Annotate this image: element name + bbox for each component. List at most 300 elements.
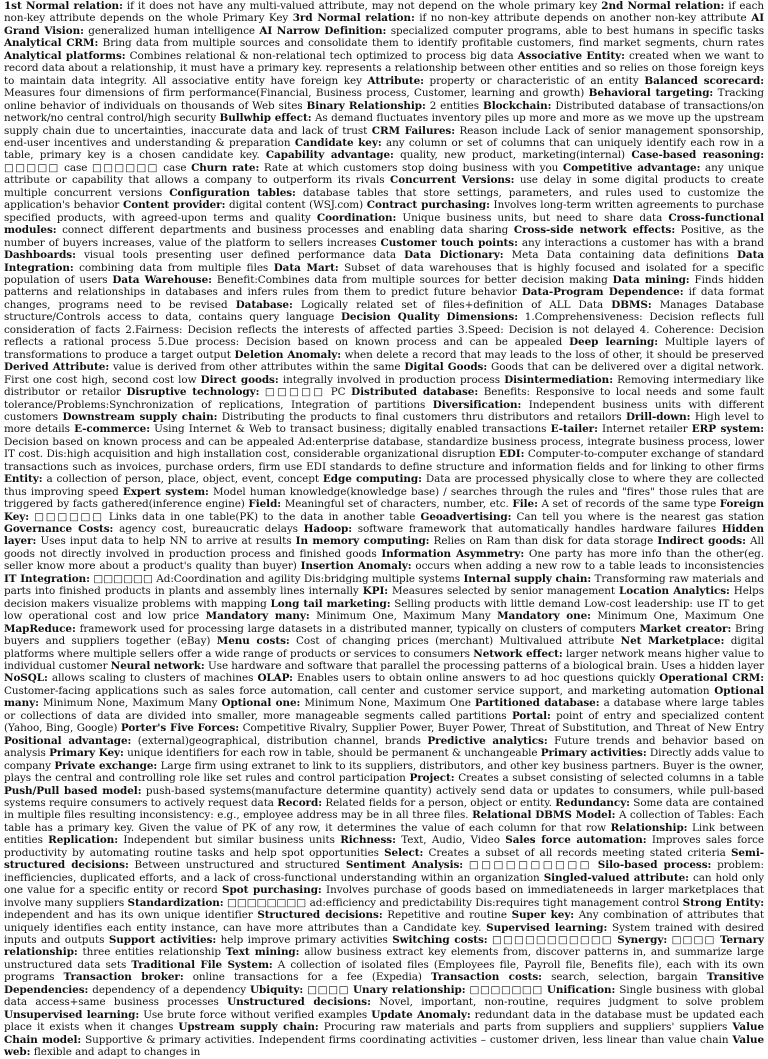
glossary-definition: Between unstructured and structured — [134, 859, 341, 872]
glossary-definition: when delete a record that may leads to the loss of other, it should be preserved — [344, 348, 765, 361]
glossary-term: Traditional File System : — [131, 959, 272, 971]
glossary-entry — [349, 984, 543, 996]
glossary-definition: Link between entities — [4, 821, 765, 847]
glossary-definition: allow business extract key elements from, discover patterns in, and summarize large unstructured data sets — [4, 946, 765, 971]
glossary-definition: property or characteristic of an entity — [429, 74, 639, 87]
glossary-definition: database tables that store settings, parameters, and rules used to customize the application's behavior — [4, 186, 764, 212]
glossary-definition: help improve primary activities — [220, 933, 388, 946]
glossary-term: IT Integration : — [4, 573, 90, 585]
glossary-definition: Cost of changing prices (merchant) Multivalued attribute — [296, 635, 615, 648]
glossary-entry — [4, 523, 298, 535]
glossary-term: CRM Failures : — [372, 125, 455, 137]
glossary-term: Strong Entity : — [683, 897, 764, 909]
glossary-term: Upstream supply chain : — [178, 1021, 318, 1033]
glossary-definition: any interactions a customer has with a brand — [521, 236, 764, 249]
glossary-definition: □□□□ — [671, 933, 716, 946]
glossary-entry — [199, 610, 490, 622]
glossary-term: Blockchain : — [483, 100, 551, 112]
glossary-entry — [4, 573, 460, 585]
glossary-definition: Combines relational & non-relational tech optimized to process big data — [129, 49, 514, 62]
glossary-definition: Distributing the products to final customers thru distributors and retailors — [221, 410, 622, 423]
glossary-definition: Single business with global data access+same business processes — [4, 983, 764, 1009]
glossary-term: Structured decisions : — [257, 909, 382, 921]
glossary-entry — [260, 149, 625, 161]
glossary-term: 3rd Normal relation : — [293, 12, 415, 24]
glossary-definition: □□□□□ PC — [264, 386, 346, 399]
glossary-entry — [186, 162, 558, 174]
glossary-definition: Subset of data warehouses that is highly focused and isolated for a specific population of users — [4, 261, 764, 286]
glossary-definition: quality, new product, marketing(internal) — [400, 149, 626, 162]
glossary-definition: Internet retailer — [602, 423, 688, 436]
glossary-definition: Supportive & primary activities. Independent firms coordinating activities – customer driven, less linear than value chain — [85, 1033, 729, 1046]
glossary-definition: Competitive Rivalry, Supplier Power, Buyer Power, Threat of Substitution, and Threat of New Entry — [242, 722, 765, 735]
glossary-definition: Transforming raw materials and parts into finished products in plants and assembly lines internally — [4, 572, 764, 598]
glossary-term: Unification : — [547, 984, 615, 996]
glossary-term: Richness : — [340, 834, 396, 846]
glossary-definition: Model human knowledge(knowledge base) / searches through the rules and "fires" those rules that are triggered by facts gathered(inference engine) — [4, 485, 764, 511]
glossary-term: Direct goods : — [201, 374, 279, 386]
glossary-term: Distributed database : — [351, 386, 478, 398]
glossary-term: Select : — [384, 847, 423, 859]
glossary-term: Downstream supply chain : — [62, 411, 217, 423]
glossary-definition: Computer-to-computer exchange of standard transactions such as invoices, purchase orders, firm use EDI standards to define structure and information fields and for linking to other firms — [4, 448, 765, 473]
glossary-term: Ubiquity : — [250, 984, 303, 996]
glossary-entry — [546, 423, 687, 435]
glossary-entry — [108, 274, 608, 286]
glossary-definition: flexible and adapt to changes in — [33, 1046, 201, 1059]
glossary-definition: Directly adds value to company — [4, 747, 765, 772]
glossary-entry — [340, 859, 592, 871]
glossary-entry — [288, 12, 746, 24]
glossary-definition: Decision based on known process and can be appealed Ad:enterprise database, standardize business process, integrate business process, lower IT cost. Dis:high acquisition and high installation cost, considerable organizational disruption — [4, 435, 764, 461]
glossary-term: Relational DBMS Model : — [472, 809, 615, 821]
glossary-term: Bullwhip effect : — [220, 112, 312, 124]
glossary-definition: □□□□□ case □□□□□□ case — [4, 161, 187, 174]
glossary-definition: Unique business units, but need to share data — [402, 211, 663, 224]
glossary-term: ERP system : — [692, 423, 764, 435]
glossary-term: Customer touch points : — [381, 237, 518, 249]
glossary-definition: As demand fluctuates inventory piles up more and more as we move up the upstream supply chain due to uncertainties, inaccurate data and lack of trust — [4, 112, 765, 137]
glossary-definition: software framework that automatically handles hardware failures — [357, 523, 717, 536]
glossary-entry — [4, 0, 597, 12]
glossary-entry — [422, 971, 698, 983]
glossary-entry — [46, 747, 538, 759]
glossary-entry — [303, 100, 479, 112]
glossary-definition: Text, Audio, Video — [401, 834, 500, 847]
glossary-term: Redundancy : — [555, 797, 630, 809]
glossary-definition: dependency of a dependency — [92, 983, 247, 996]
glossary-term: Balanced scorecard : — [644, 75, 764, 87]
glossary-term: Derived Attribute : — [4, 361, 109, 373]
glossary-term: Capability advantage : — [266, 149, 394, 161]
glossary-term: Information Asymmetry : — [381, 548, 524, 560]
glossary-definition: Manages Database structure/Controls access to data, contains query language — [4, 298, 764, 324]
glossary-term: Record : — [277, 797, 322, 809]
glossary-term: Insertion Anomaly : — [301, 560, 412, 572]
glossary-definition: specialized computer programs, able to best humans in specific tasks — [390, 24, 765, 37]
glossary-definition: Minimum One, Maximum One — [597, 610, 764, 623]
glossary-term: AI Narrow Definition : — [259, 25, 386, 37]
glossary-definition: any unique attribute or capability that allows a company to outperform its rivals — [4, 161, 764, 187]
glossary-term: Ternary relationship : — [4, 934, 764, 958]
glossary-term: Cross-functional modules : — [4, 212, 764, 236]
glossary-term: Unary relationship : — [353, 984, 466, 996]
glossary-entry — [335, 834, 500, 846]
glossary-entry — [4, 361, 401, 373]
glossary-definition: online transactions for a fee (Expedia) — [192, 971, 422, 984]
glossary-term: Sales force automation : — [505, 834, 646, 846]
glossary-definition: Meaningful set of characters, number, etc. — [284, 498, 509, 511]
glossary-term: Data mining : — [613, 274, 690, 286]
glossary-term: Transitive Dependencies : — [4, 971, 764, 995]
glossary-term: Entity : — [4, 473, 42, 485]
glossary-entry — [4, 473, 319, 485]
glossary-entry — [253, 909, 507, 921]
glossary-definition: framework used for processing large datasets in a distributed manner, typically on clusters of computers — [79, 622, 636, 635]
glossary-term: E-commerce : — [74, 423, 150, 435]
glossary-definition: if it does not have any multi-valued attribute, may not depend on the whole primary key — [126, 0, 598, 12]
glossary-definition: Benefit:Combines data from multiple sources for better decision making — [216, 273, 608, 286]
glossary-definition: A set of records of the same type — [541, 498, 717, 511]
glossary-term: Field : — [248, 498, 281, 510]
glossary-term: Coordination : — [317, 212, 396, 224]
glossary-entry — [298, 523, 716, 535]
glossary-definition: Helps decision makers visualize problems with mapping — [4, 585, 764, 610]
glossary-definition: connect different departments and business processes and enabling data sharing — [62, 224, 509, 237]
glossary-definition: Relies on Ram than disk for data storage — [433, 535, 654, 548]
glossary-term: Net Marketplace : — [621, 635, 725, 647]
glossary-term: File : — [512, 498, 537, 510]
glossary-term: 1st Normal relation : — [4, 0, 123, 12]
glossary-term: Case-based reasoning : — [631, 149, 764, 161]
glossary-definition: □□□□ — [307, 983, 350, 996]
glossary-term: Edge computing : — [323, 473, 422, 485]
glossary-definition: 2 entities — [429, 99, 480, 112]
glossary-term: Foreign Key : — [4, 498, 764, 522]
glossary-term: Data-Program Dependence : — [522, 286, 684, 298]
glossary-entry — [379, 847, 726, 859]
glossary-definition: Large firm using extranet to link to its suppliers, distributors, and other key business partners. Buyer is the owner, plays the central and controlling role like set rules and control participation — [4, 759, 764, 785]
glossary-entry — [388, 934, 613, 946]
glossary-entry — [274, 797, 552, 809]
glossary-term: Update Anomaly : — [371, 1009, 470, 1021]
glossary-term: Concurrent Versions : — [390, 174, 514, 186]
glossary-definition: digital platforms where multiple sellers offer a wide range of products or services to consumers — [4, 635, 764, 660]
glossary-term: Replication : — [48, 834, 118, 846]
glossary-definition: push-based systems(manufacture determine quantity) actively send data or updates to consumers, while pull-based systems require consumers to actively request data — [4, 784, 765, 809]
glossary-definition: Distributed database of transactions/on network/no central control/high security — [4, 99, 765, 125]
glossary-term: Binary Relationship : — [307, 100, 426, 112]
glossary-term: Expert system : — [123, 486, 209, 498]
glossary-definition: if no non-key attribute depends on another non-key attribute — [419, 12, 747, 25]
glossary-term: Semi-structured decisions : — [4, 847, 764, 871]
glossary-definition: Use brute force without verified examples — [143, 1008, 368, 1021]
glossary-term: Disintermediation : — [504, 374, 613, 386]
glossary-definition: problem: inefficiencies, duplicated efforts, and a lack of cross-functional understanding within an organization — [4, 859, 764, 884]
glossary-definition: larger network means higher value to individual customer — [4, 647, 764, 673]
glossary-term: Silo-based process : — [598, 859, 712, 871]
glossary-term: Text mining : — [226, 946, 300, 958]
glossary-definition: generalized human intelligence — [88, 24, 255, 37]
glossary-entry — [43, 834, 335, 846]
glossary-term: Hidden layer : — [4, 523, 764, 547]
glossary-entry — [173, 1021, 727, 1033]
glossary-entry — [613, 934, 716, 946]
glossary-definition: □□□□□□□□□□□ — [492, 933, 613, 946]
glossary-entry — [228, 299, 604, 311]
glossary-definition: Some data are contained in multiple files resulting inconsistency: e.g., employee address may be in all three files. — [4, 797, 764, 822]
glossary-term: Data Dictionary : — [404, 249, 503, 261]
glossary-definition: occurs when adding a new row to a table leads to inconsistencies — [415, 560, 764, 573]
glossary-entry — [124, 897, 679, 909]
glossary-definition: Minimum One, Maximum Many — [316, 610, 491, 623]
glossary-term: Unstructured decisions : — [227, 996, 371, 1008]
glossary-definition: Bring buyers and suppliers together (eBay) — [4, 622, 765, 648]
glossary-term: Cross-side network effects : — [514, 224, 675, 236]
glossary-definition: a database where large tables or collections of data are divided into smaller, more manageable segments called partitions — [4, 697, 764, 722]
glossary-term: Primary Key : — [49, 747, 124, 759]
glossary-term: Hadoop : — [304, 523, 352, 535]
glossary-entry — [245, 498, 509, 510]
glossary-entry — [4, 1009, 367, 1021]
glossary-definition: value is derived from other attributes within the same — [112, 361, 401, 374]
glossary-entry — [406, 772, 764, 784]
glossary-definition: Finds hidden patterns and relationships in databases and infers rules from them to predict future behavior — [4, 273, 765, 299]
glossary-definition: Future trends and behavior based on analysis — [4, 734, 764, 760]
glossary-entry — [217, 697, 470, 709]
glossary-definition: agency cost, bureaucratic delays — [119, 523, 298, 536]
glossary-definition: Goods that can be delivered over a digital network. First one cost high, second cost low — [4, 361, 764, 386]
glossary-definition: Independent business units with different customers — [4, 398, 765, 423]
glossary-entry — [121, 386, 346, 398]
glossary-term: Attribute : — [368, 75, 424, 87]
glossary-definition: Meta Data containing data definitions — [511, 249, 729, 262]
glossary-definition: Related fields for a person, object or entity. — [325, 797, 552, 809]
glossary-term: Geoadvertising : — [421, 511, 512, 523]
glossary-term: Switching costs : — [392, 934, 487, 946]
glossary-definition: a collection of person, place, object, event, concept — [46, 473, 319, 486]
glossary-term: Porter's Five Forces : — [121, 722, 239, 734]
glossary-term: Positional advantage : — [4, 735, 131, 747]
glossary-definition: Data are processed physically close to where they are collected thus improving speed — [4, 473, 765, 498]
glossary-definition: search, selection, bargain — [551, 971, 698, 984]
glossary-term: Transaction broker : — [64, 971, 184, 983]
glossary-definition: Involves long-term written agreements to purchase specified products, with agreed-upon terms and quality — [4, 199, 765, 224]
glossary-term: Portal : — [512, 710, 551, 722]
glossary-entry — [4, 735, 421, 747]
glossary-definition: Tracking online behavior of individuals on thousands of Web sites — [4, 87, 764, 112]
glossary-definition: Independent but similar business units — [123, 834, 335, 847]
glossary-definition: (external)geographical, distribution channel, brands — [137, 734, 421, 747]
glossary-definition: 1.Comprehensiveness: Decision reflects full consideration of facts 2.Fairness: Decision reflects the interests of affected parties 3.Speed: Decision is not delayed 4. Coherence: Decision reflects a rational process 5.Due process: Decision based on known process and can be appealed — [4, 311, 764, 349]
glossary-definition: □□□□□□ Links data in one table(PK) to the data in another table — [34, 510, 416, 523]
glossary-definition: High level to more details — [4, 410, 764, 436]
glossary-term: Candidate key : — [295, 137, 382, 149]
glossary-entry — [509, 498, 716, 510]
glossary-definition: Using Internet & Web to transact business; digitally enabled transactions — [154, 423, 547, 436]
glossary-entry — [362, 75, 639, 87]
glossary-term: Data Integration : — [4, 249, 764, 273]
glossary-term: Support activities : — [109, 934, 216, 946]
glossary-definition: Customer-facing applications such as sales force automation, call center and customer service support, and marketing automation — [4, 684, 710, 697]
glossary-term: Diversification : — [433, 399, 521, 411]
glossary-definition: Can tell you where is the nearest gas station — [516, 510, 765, 523]
glossary-term: Super key : — [512, 909, 575, 921]
glossary-term: Singled-valued attribute : — [544, 872, 689, 884]
glossary-entry — [4, 672, 253, 684]
glossary-definition: Measures four dimensions of firm performance(Financial, Business process, Customer, learning and growth) — [4, 87, 585, 100]
glossary-definition: any column or set of columns that can uniquely identify each row in a table, primary key is a chosen candidate key. — [4, 136, 764, 162]
glossary-term: Digital Goods : — [404, 361, 487, 373]
glossary-term: In memory computing : — [296, 535, 430, 547]
glossary-definition: Logically related set of files+definition of ALL Data — [300, 298, 604, 311]
glossary-definition: Selling products with little demand Low-cost leadership: use IT to get low operational cost and low price — [4, 597, 764, 623]
glossary-term: Disruptive technology : — [126, 386, 259, 398]
glossary-entry — [107, 660, 764, 672]
glossary-definition: use delay in some digital products to create multiple concurrent versions — [4, 174, 765, 199]
glossary-definition: Benefits: Responsive to local needs and some fault tolerance/Problems:Synchronization of replications, Integration of partitions — [4, 386, 764, 411]
glossary-definition: □□□□□□□□□□ — [468, 859, 592, 872]
glossary-entry — [4, 623, 636, 635]
glossary-term: MapReduce : — [4, 623, 76, 635]
glossary-definition: Use hardware and software that parallel the processing patterns of a biological brain. Uses a hidden layer — [207, 660, 765, 673]
glossary-definition: All goods not directly involved in production process and finished goods — [4, 535, 765, 560]
glossary-term: NoSQL : — [4, 672, 48, 684]
glossary-definition: A collection of isolated files (Employees file, Payroll file, Benefits file), each with its own programs — [4, 958, 764, 984]
glossary-definition: Improves sales force productivity by automating routine tasks and help spot opportunities — [4, 834, 764, 859]
glossary-definition: Positive, as the number of buyers increases, value of the platform to sellers increases — [4, 224, 764, 249]
glossary-entry — [54, 971, 421, 983]
glossary-entry — [4, 37, 764, 49]
glossary-definition: redundant data in the database must be updated each place it exists when it changes — [4, 1008, 765, 1034]
glossary-term: Churn rate : — [191, 162, 259, 174]
glossary-term: Data Warehouse : — [112, 274, 212, 286]
glossary-entry — [210, 635, 614, 647]
glossary-term: Value web : — [4, 1034, 764, 1058]
glossary-entry — [255, 25, 764, 37]
glossary-entry — [4, 50, 514, 62]
glossary-term: Configuration tables : — [169, 187, 296, 199]
glossary-entry — [292, 535, 654, 547]
glossary-term: Standardization : — [128, 897, 224, 909]
glossary-definition: Uses input data to help NN to arrive at results — [40, 535, 292, 548]
glossary-definition: point of entry and specialized content (Yahoo, Bing, Google) — [4, 709, 764, 735]
glossary-definition: Minimum None, Maximum One — [304, 697, 471, 710]
glossary-term: Content provider : — [123, 199, 225, 211]
glossary-entry — [396, 249, 729, 261]
glossary-definition: if each non-key attribute depends on the whole Primary Key — [4, 0, 764, 25]
glossary-term: Indirect goods : — [657, 535, 746, 547]
glossary-definition: Any combination of attributes that uniquely identifies each entity instance, can have more attributes than a Candidate key. — [4, 909, 764, 934]
glossary-term: Deletion Anomaly : — [234, 349, 340, 361]
glossary-term: Push/Pull based model : — [4, 785, 141, 797]
glossary-term: Dashboards : — [4, 249, 76, 261]
glossary-term: Operational CRM : — [659, 672, 764, 684]
glossary-definition: One party has more info than the other(eg. seller know more about a product's quality than buyer) — [4, 547, 765, 573]
glossary-term: OLAP : — [257, 672, 292, 684]
glossary-definition: visual tools presenting user defined performance data — [83, 249, 396, 262]
glossary-term: Contract purchasing : — [367, 199, 490, 211]
glossary-definition: A collection of Tables: Each table has a primary key. Given the value of PK of any row, it determines the value of each column for that row — [4, 809, 765, 834]
glossary-entry — [231, 349, 764, 361]
glossary-term: Neural network : — [111, 660, 205, 672]
glossary-term: Long tail marketing : — [270, 598, 390, 610]
glossary-term: Synergy : — [617, 934, 667, 946]
glossary-definition: Rate at which customers stop doing business with you — [263, 161, 559, 174]
glossary-term: KPI : — [363, 585, 388, 597]
glossary-term: EDI : — [499, 448, 524, 460]
glossary-definition: three entities relationship — [82, 946, 221, 959]
glossary-definition: Repetitive and routine — [387, 909, 507, 922]
glossary-definition: Removing intermediary like distributor or retailor — [4, 373, 765, 399]
glossary-entry — [196, 374, 500, 386]
glossary-definition: Measures selected by senior management — [392, 585, 615, 598]
glossary-definition: digital content (WSJ.com) — [229, 199, 364, 212]
glossary-term: Optional many : — [4, 685, 764, 709]
glossary-term: Supervised learning : — [486, 922, 607, 934]
glossary-definition: created when we want to record data about a relationship, it must have a primary key. represents a relationship between other entities and so relies on those foreign keys to maintain data integrity. All associative entity have foreign key — [4, 49, 764, 87]
glossary-term: Location Analytics : — [619, 585, 730, 597]
glossary-entry — [246, 984, 349, 996]
glossary-term: Drill-down : — [626, 411, 691, 423]
glossary-entry — [219, 996, 764, 1008]
glossary-term: Deep learning : — [569, 336, 658, 348]
glossary-definition: □□□□□□□ — [469, 983, 543, 996]
glossary-definition: Bring data from multiple sources and consolidate them to identify profitable customers, find market segments, churn rates — [102, 37, 764, 50]
glossary-term: Decision Quality Dimensions : — [341, 311, 518, 323]
glossary-term: Associative Entity : — [518, 50, 625, 62]
glossary-term: Spot purchasing : — [222, 884, 322, 896]
glossary-term: Relationship : — [611, 822, 688, 834]
glossary-definition: combining data from multiple files — [79, 261, 269, 274]
glossary-entry — [70, 423, 547, 435]
glossary-term: Sentiment Analysis : — [346, 859, 463, 871]
glossary-term: Governance Costs : — [4, 523, 113, 535]
glossary-entry — [119, 199, 363, 211]
glossary-term: Network effect : — [473, 648, 562, 660]
glossary-term: Mandatory one : — [497, 610, 591, 622]
glossary-entry — [117, 722, 764, 734]
glossary-entry — [58, 411, 621, 423]
glossary-term: DBMS : — [611, 299, 651, 311]
glossary-term: AI Grand Vision : — [4, 12, 764, 36]
glossary-definition: Enables users to obtain online answers to ad hoc questions quickly — [296, 672, 656, 685]
glossary-term: Project : — [410, 772, 455, 784]
glossary-term: Predictive analytics : — [427, 735, 547, 747]
glossary-term: Database : — [236, 299, 293, 311]
glossary-entry — [297, 560, 764, 572]
glossary-definition: if data format changes, programs need to be revised — [4, 286, 764, 311]
glossary-term: Transaction costs : — [431, 971, 542, 983]
glossary-definition: Involves purchase of goods based on immediateneeds in larger marketplaces that involve many suppliers — [4, 884, 764, 909]
glossary-term: E-tailer : — [551, 423, 598, 435]
glossary-definition: System trained with desired inputs and outputs — [4, 921, 765, 946]
glossary-term: Unsupervised learning : — [4, 1009, 139, 1021]
glossary-term: 2nd Normal relation : — [601, 0, 724, 12]
glossary-term: Analytical CRM : — [4, 37, 98, 49]
glossary-definition: Minimum None, Maximum Many — [42, 697, 218, 710]
glossary-entry — [359, 585, 615, 597]
glossary-definition: □□□□□□□□ ad:efficiency and predictability Dis:requires tight management control — [226, 896, 680, 909]
glossary-definition: unique identifiers for each row in table, should be permanent & unchangeable — [127, 747, 538, 760]
glossary-definition: allows scaling to clusters of machines — [51, 672, 254, 685]
glossary-definition: Novel, important, non-routine, requires judgment to solve problem — [379, 996, 765, 1009]
glossary-entry — [376, 237, 764, 249]
glossary-term: Competitive advantage : — [563, 162, 700, 174]
glossary-term: Analytical platforms : — [4, 50, 126, 62]
glossary-definition: Creates a subset of all records meeting stated criteria — [428, 846, 726, 859]
glossary-definition: Reason include Lack of senior management sponsorship, end-user incentives and understanding & preparation — [4, 124, 764, 149]
